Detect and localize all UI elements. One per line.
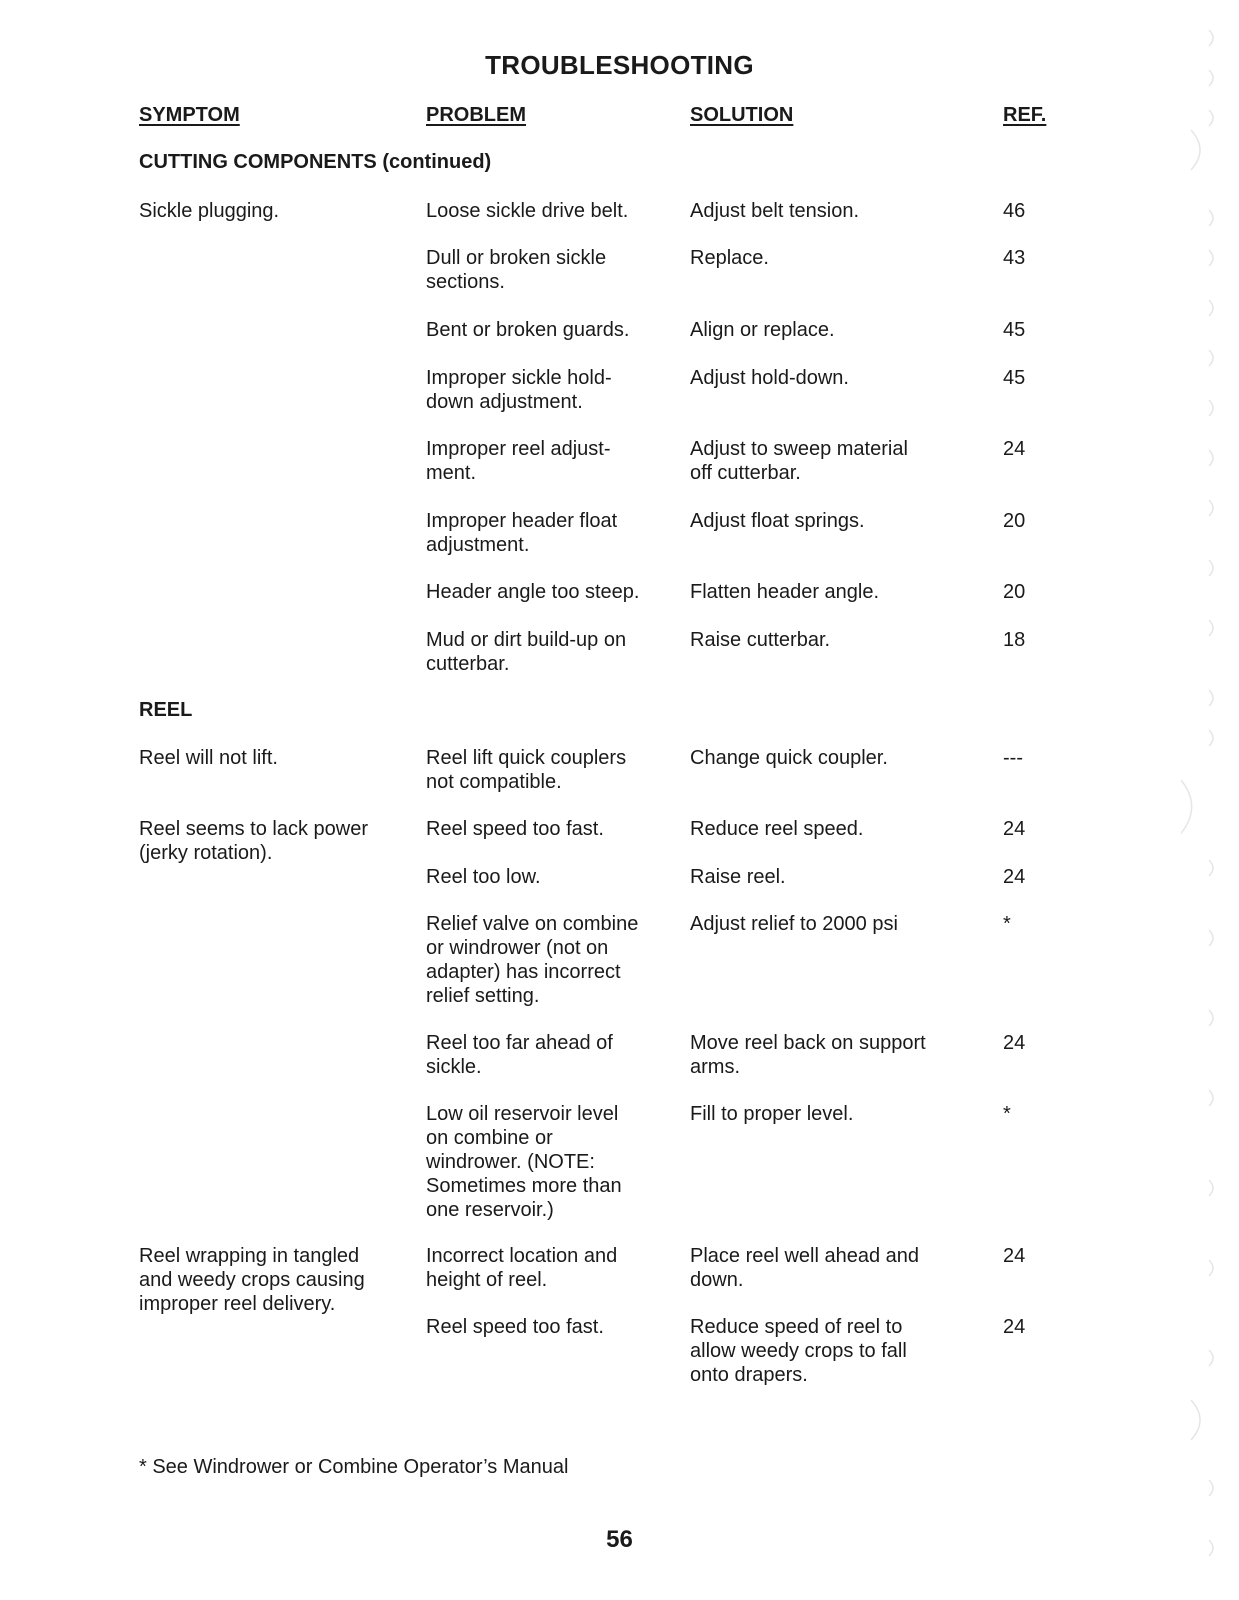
row-5-ref: 20: [1003, 510, 1026, 532]
row-0-solution: Adjust belt tension.: [690, 200, 859, 222]
row-4-solution: Adjust to sweep material off cutterbar.: [690, 438, 908, 484]
header-symptom: SYMPTOM: [139, 104, 240, 126]
row-11-ref: *: [1003, 913, 1011, 935]
section-reel: REEL: [139, 699, 193, 721]
row-9-symptom: Reel seems to lack power (jerky rotation).: [139, 818, 368, 864]
row-12-ref: 24: [1003, 1032, 1026, 1054]
row-15-solution: Reduce speed of reel to allow weedy crops to fall onto drapers.: [690, 1316, 907, 1386]
row-6-ref: 20: [1003, 581, 1026, 603]
header-ref: REF.: [1003, 104, 1047, 126]
page-title: TROUBLESHOOTING: [485, 50, 754, 80]
section-cutting-components: CUTTING COMPONENTS (continued): [139, 151, 492, 173]
row-1-problem: Dull or broken sickle sections.: [426, 247, 607, 293]
row-13-ref: *: [1003, 1103, 1011, 1125]
row-14-problem: Incorrect location and height of reel.: [426, 1245, 618, 1291]
row-0-ref: 46: [1003, 200, 1026, 222]
row-10-ref: 24: [1003, 866, 1026, 888]
row-7-ref: 18: [1003, 629, 1026, 651]
row-11-solution: Adjust relief to 2000 psi: [690, 913, 898, 935]
row-10-solution: Raise reel.: [690, 866, 786, 888]
row-9-ref: 24: [1003, 818, 1026, 840]
footnote: * See Windrower or Combine Operator’s Manual: [139, 1456, 569, 1478]
row-6-solution: Flatten header angle.: [690, 581, 880, 603]
row-7-problem: Mud or dirt build-up on cutterbar.: [426, 629, 627, 675]
row-15-problem: Reel speed too fast.: [426, 1316, 604, 1338]
row-13-problem: Low oil reservoir level on combine or windrower. (NOTE: Sometimes more than one reservoir.): [426, 1103, 622, 1221]
row-11-problem: Relief valve on combine or windrower (not on adapter) has incorrect relief setting.: [426, 913, 639, 1007]
row-0-symptom: Sickle plugging.: [139, 200, 280, 222]
row-0-problem: Loose sickle drive belt.: [426, 200, 629, 222]
header-problem: PROBLEM: [426, 104, 526, 126]
row-14-solution: Place reel well ahead and down.: [690, 1245, 920, 1291]
row-6-problem: Header angle too steep.: [426, 581, 640, 603]
row-1-solution: Replace.: [690, 247, 769, 269]
row-10-problem: Reel too low.: [426, 866, 541, 888]
row-3-solution: Adjust hold-down.: [690, 367, 849, 389]
header-solution: SOLUTION: [690, 104, 794, 126]
row-8-ref: ---: [1003, 747, 1023, 769]
row-15-ref: 24: [1003, 1316, 1026, 1338]
row-13-solution: Fill to proper level.: [690, 1103, 854, 1125]
binder-holes: [1181, 0, 1231, 1600]
row-4-problem: Improper reel adjust- ment.: [426, 438, 611, 484]
row-3-ref: 45: [1003, 367, 1026, 389]
row-5-solution: Adjust float springs.: [690, 510, 865, 532]
row-8-problem: Reel lift quick couplers not compatible.: [426, 747, 627, 793]
page-number: 56: [606, 1526, 633, 1553]
row-2-problem: Bent or broken guards.: [426, 319, 630, 341]
row-12-solution: Move reel back on support arms.: [690, 1032, 926, 1078]
row-7-solution: Raise cutterbar.: [690, 629, 831, 651]
row-14-ref: 24: [1003, 1245, 1026, 1267]
row-9-solution: Reduce reel speed.: [690, 818, 864, 840]
row-14-symptom: Reel wrapping in tangled and weedy crops causing improper reel delivery.: [139, 1245, 365, 1315]
row-12-problem: Reel too far ahead of sickle.: [426, 1032, 613, 1078]
row-2-ref: 45: [1003, 319, 1026, 341]
row-8-symptom: Reel will not lift.: [139, 747, 278, 769]
row-3-problem: Improper sickle hold- down adjustment.: [426, 367, 612, 413]
row-2-solution: Align or replace.: [690, 319, 835, 341]
row-8-solution: Change quick coupler.: [690, 747, 888, 769]
row-1-ref: 43: [1003, 247, 1026, 269]
row-4-ref: 24: [1003, 438, 1026, 460]
row-9-problem: Reel speed too fast.: [426, 818, 604, 840]
row-5-problem: Improper header float adjustment.: [426, 510, 618, 556]
